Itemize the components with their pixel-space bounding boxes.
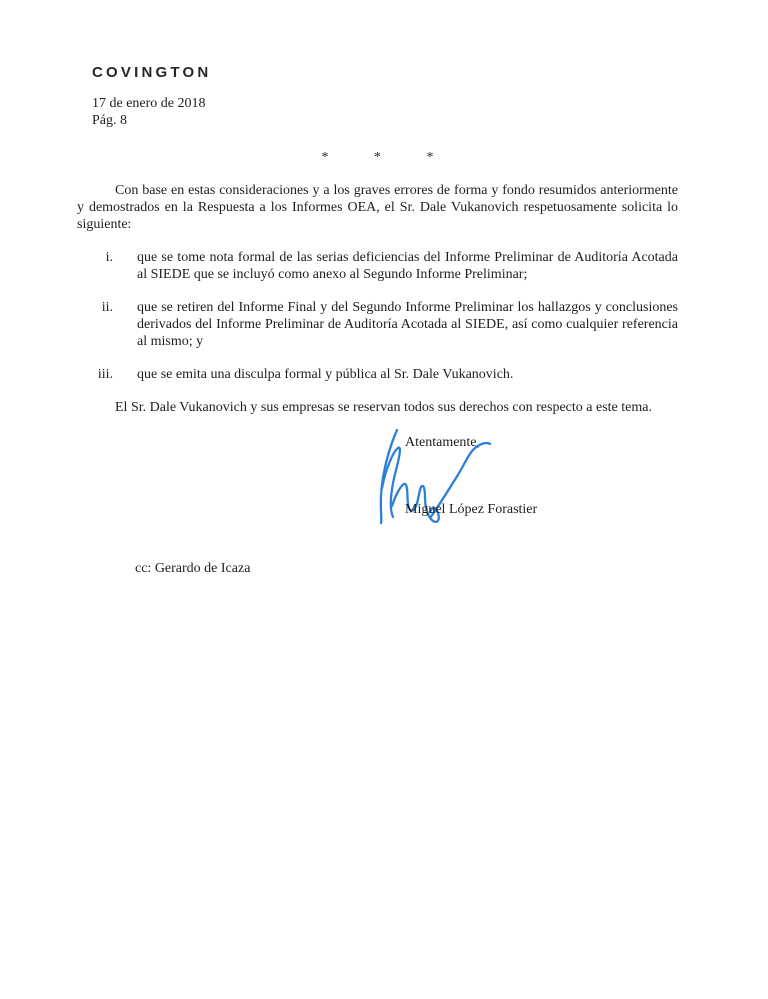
signature-stroke <box>381 430 397 523</box>
list-item <box>77 299 678 350</box>
letter-date: 17 de enero de 2018 <box>92 96 206 111</box>
signature-name: Miguel López Forastier <box>405 502 538 517</box>
letter-content <box>0 0 768 416</box>
request-list <box>77 249 678 383</box>
list-item-numeral: i. <box>105 250 113 265</box>
page-number: Pág. 8 <box>92 112 127 128</box>
intro-paragraph: Con base en estas consideraciones y a los graves errores de forma y fondo resumidos anteriormente y demostrados en la Respuesta a los Informes OEA, el Sr. Dale Vukanovich respetuosamente solicita lo siguiente: <box>77 183 678 232</box>
asterisk-glyph: * <box>426 150 434 165</box>
letterhead-wordmark: COVINGTON <box>92 64 212 81</box>
list-item <box>77 366 678 383</box>
section-separator <box>77 150 678 166</box>
list-item-text: que se tome nota formal de las serias deficiencias del Informe Preliminar de Auditoría Acotada al SIEDE que se incluyó como anexo al Segundo Informe Preliminar; <box>137 250 678 282</box>
list-item-numeral: iii. <box>97 367 113 382</box>
asterisk-glyph: * <box>374 150 381 165</box>
list-item-text: que se retiren del Informe Final y del Segundo Informe Preliminar los hallazgos y conclusiones derivados del Informe Preliminar de Auditoría Acotada al SIEDE, así como cualquier referencia al mismo; y <box>137 300 678 349</box>
asterisk-glyph: * <box>321 150 329 165</box>
date-block <box>92 96 678 129</box>
signature-stroke <box>382 448 400 517</box>
cc-line: cc: Gerardo de Icaza <box>135 561 251 576</box>
list-item-text: que se emita una disculpa formal y pública al Sr. Dale Vukanovich. <box>137 367 514 382</box>
closing-paragraph: El Sr. Dale Vukanovich y sus empresas se reservan todos sus derechos con respecto a este tema. <box>115 400 652 415</box>
signature-salutation: Atentamente, <box>405 435 481 450</box>
list-item <box>77 249 678 283</box>
list-item-numeral: ii. <box>101 300 113 315</box>
